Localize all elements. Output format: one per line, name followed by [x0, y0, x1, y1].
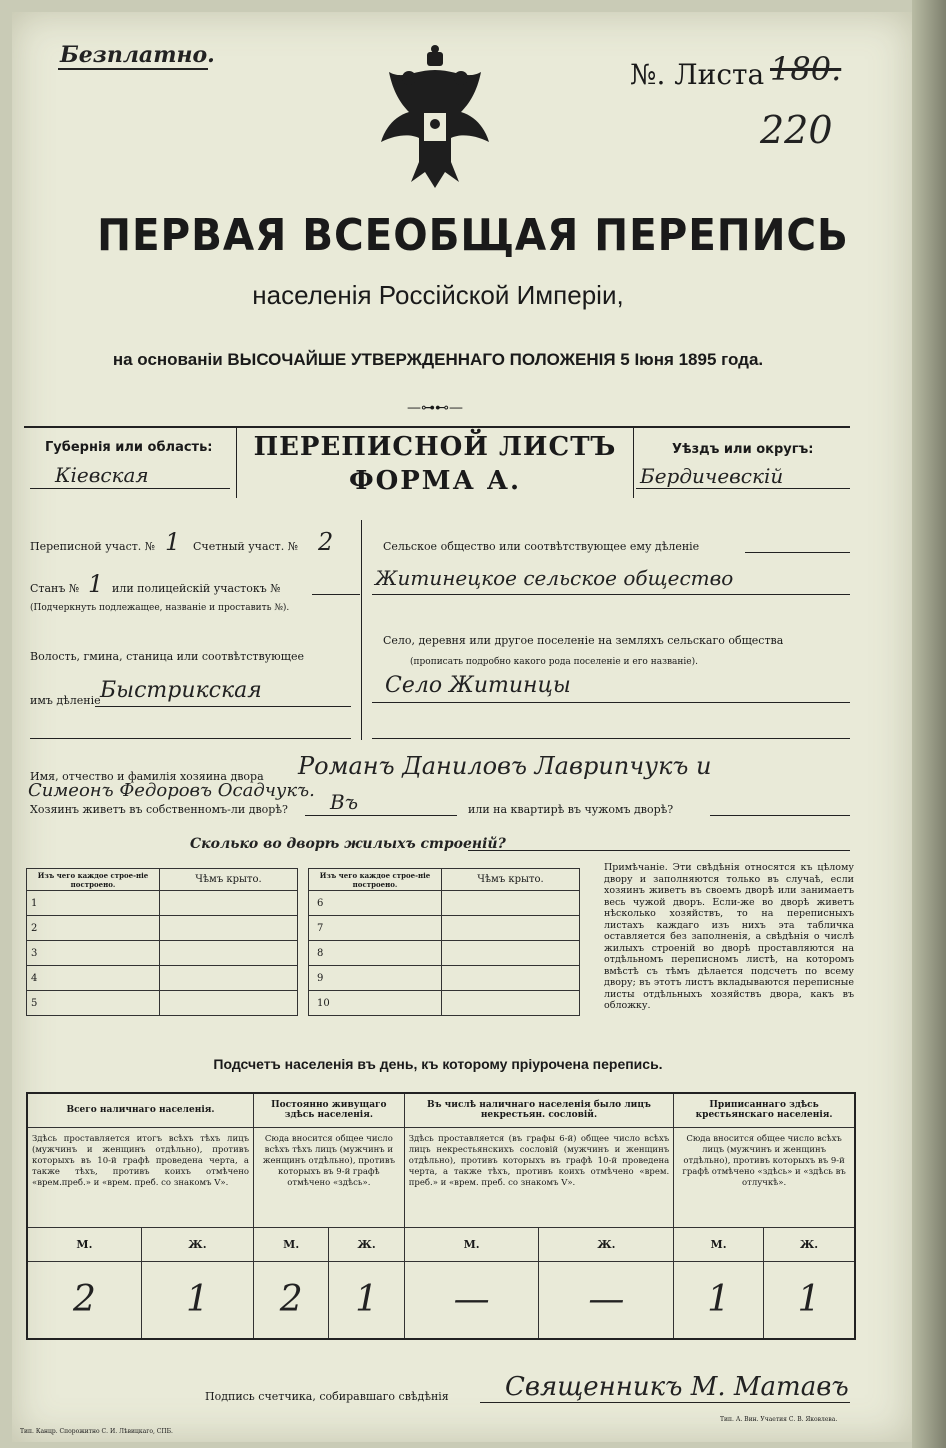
- count-female-value: 1: [763, 1261, 855, 1339]
- police-underline: [312, 594, 360, 595]
- main-title: ПЕРВАЯ ВСЕОБЩАЯ ПЕРЕПИСЬ: [97, 210, 849, 261]
- count-male-value: 2: [27, 1261, 141, 1339]
- volost-label: Волость, гмина, станица или соотвѣтствующее: [30, 650, 304, 663]
- count-male-value: —: [404, 1261, 539, 1339]
- buildings-table-left: [26, 868, 298, 1016]
- building-row-number: 3: [27, 941, 160, 966]
- count-female-value: —: [539, 1261, 674, 1339]
- village-underline-2: [372, 738, 850, 739]
- owner-lives-underline: [305, 815, 457, 816]
- form-letter: ФОРМА А.: [348, 466, 522, 496]
- form-header-divider-right: [633, 426, 634, 498]
- count-col-head: Постоянно живущаго здѣсь населенія.: [254, 1093, 405, 1127]
- female-header: Ж.: [329, 1227, 404, 1261]
- signature-underline: [480, 1402, 850, 1403]
- male-header: М.: [27, 1227, 141, 1261]
- count-female-value: 1: [141, 1261, 253, 1339]
- form-title: ПЕРЕПИСНОЙ ЛИСТЪ: [253, 432, 617, 462]
- printer-left: Тип. Канцр. Спорожитно С. И. Лѣвицкаго, СПБ.: [20, 1428, 173, 1435]
- district-underline: [636, 488, 850, 489]
- building-row-number: 5: [27, 991, 160, 1016]
- volost-underline: [95, 706, 351, 707]
- society-underline-1: [745, 552, 850, 553]
- village-underline-1: [372, 702, 850, 703]
- volost-underline-2: [30, 738, 351, 739]
- volost-value: Быстрикская: [100, 678, 262, 703]
- district-value: Бердичевскій: [640, 464, 784, 488]
- sheet-number-new: 220: [760, 108, 833, 152]
- count-col-desc: Сюда вносится общее число всѣхъ лицъ (мужчинъ и женщинъ отдѣльно), противъ которыхъ въ 9-й графѣ отмѣчено «здѣсь» и «здѣсь въ отлучкѣ».: [674, 1127, 855, 1227]
- col-what-header: Изъ чего каждое строе-ніе построено.: [27, 869, 160, 891]
- village-instruction: (прописать подробно какого рода поселеніе и его названіе).: [410, 657, 698, 667]
- village-value: Село Житинцы: [385, 673, 571, 698]
- building-row-number: 7: [309, 916, 442, 941]
- building-row-number: 4: [27, 966, 160, 991]
- count-table-title: Подсчетъ населенія въ день, къ которому пріурочена перепись.: [213, 1056, 663, 1072]
- male-header: М.: [254, 1227, 329, 1261]
- male-header: М.: [404, 1227, 539, 1261]
- form-header-divider-left: [236, 426, 237, 498]
- count-male-value: 1: [674, 1261, 764, 1339]
- building-row-number: 8: [309, 941, 442, 966]
- society-underline-2: [372, 594, 850, 595]
- census-area-label: Переписной участ. №: [30, 540, 156, 553]
- building-row-number: 1: [27, 891, 160, 916]
- count-col-head: Въ числѣ наличнаго населенія было лицъ некрестьян. сословій.: [404, 1093, 673, 1127]
- free-label: Безплатно.: [60, 42, 215, 68]
- province-label: Губернія или область:: [45, 440, 213, 455]
- count-col-head: Приписаннаго здѣсь крестьянскаго населенія.: [674, 1093, 855, 1127]
- col-roof-header: Чѣмъ крыто.: [160, 869, 298, 891]
- sub-title: населенія Россійской Имперіи,: [252, 280, 624, 310]
- count-male-value: 2: [254, 1261, 329, 1339]
- building-row-number: 10: [309, 991, 442, 1016]
- col-what-header: Изъ чего каждое строе-ніе построено.: [309, 869, 442, 891]
- buildings-table-right: [308, 868, 580, 1016]
- count-area-value: 2: [318, 528, 334, 556]
- signature-value: Священникъ М. Матавъ: [505, 1372, 849, 1402]
- count-col-desc: Здѣсь проставляется итогъ всѣхъ тѣхъ лицъ (мужчинъ и женщинъ отдѣльно), противъ которыхъ въ 10-й графѣ проведена черта, а также тѣхъ, противъ коихъ отмѣчено «врем.преб.» и «врем. преб. со знакомъ V».: [27, 1127, 254, 1227]
- ornament-divider: —⊶⊷—: [407, 400, 463, 416]
- form-header-top-rule: [24, 426, 850, 428]
- owner-lives-value: Въ: [330, 790, 359, 814]
- building-row-number: 6: [309, 891, 442, 916]
- volost-label-2: имъ дѣленіе: [30, 694, 101, 707]
- owner-name-value: Романъ Даниловъ Лаврипчукъ и: [298, 752, 712, 780]
- owner-name-label: Имя, отчество и фамилія хозяина двора: [30, 770, 264, 783]
- society-value: Житинецкое сельское общество: [375, 566, 734, 590]
- owner-name-value-2: Симеонъ Федоровъ Осадчукъ.: [28, 780, 315, 801]
- double-headed-eagle-emblem: [375, 42, 495, 192]
- owner-other-label: или на квартирѣ въ чужомъ дворѣ?: [468, 803, 674, 816]
- count-col-head: Всего наличнаго населенія.: [27, 1093, 254, 1127]
- buildings-question: Сколько во дворѣ жилыхъ строеній?: [190, 836, 506, 852]
- legal-basis: на основаніи ВЫСОЧАЙШЕ УТВЕРЖДЕННАГО ПОЛОЖЕНІЯ 5 Іюня 1895 года.: [112, 350, 764, 369]
- census-area-value: 1: [165, 528, 181, 556]
- count-col-desc: Здѣсь проставляется (въ графы 6-й) общее число всѣхъ лицъ некрестьянскихъ сословій (мужчинъ и женщинъ отдѣльно), противъ которыхъ въ графѣ 10-й проведена черта, а также тѣхъ, противъ коихъ отмѣчено «врем. преб.» и «врем. преб. со знакомъ V».: [404, 1127, 673, 1227]
- owner-other-underline: [710, 815, 850, 816]
- signature-label: Подпись счетчика, собиравшаго свѣдѣнія: [205, 1390, 449, 1403]
- owner-lives-label: Хозяинъ живетъ въ собственномъ-ли дворѣ?: [30, 803, 288, 816]
- province-value: Кіевская: [55, 463, 149, 487]
- sheet-number-label: №. Листа: [630, 58, 765, 91]
- police-label: или полицейскій участокъ №: [112, 582, 281, 595]
- free-underline: [58, 68, 208, 70]
- stan-value: 1: [88, 570, 104, 598]
- fields-divider: [361, 520, 362, 740]
- underline-instruction: (Подчеркнуть подлежащее, названіе и проставить №).: [30, 603, 290, 613]
- count-col-desc: Сюда вносится общее число всѣхъ тѣхъ лицъ (мужчинъ и женщинъ отдѣльно), противъ которыхъ въ 9-й графѣ отмѣчено «здѣсь».: [254, 1127, 405, 1227]
- buildings-question-underline: [468, 850, 850, 851]
- col-roof-header: Чѣмъ крыто.: [442, 869, 580, 891]
- female-header: Ж.: [539, 1227, 674, 1261]
- buildings-note: Примѣчаніе. Эти свѣдѣнія относятся къ цѣлому двору и заполняются только въ случаѣ, если хозяинъ живетъ въ своемъ дворѣ или занимаетъ весь чужой дворъ. Если-же во дворѣ живетъ нѣсколько хозяйствъ, то на переписныхъ листахъ каждаго изъ нихъ эта табличка оставляется без заполненія, а свѣдѣнія о числѣ жилыхъ строеній во дворѣ проставляются на отдѣльномъ переписномъ листѣ, на которомъ вмѣстѣ съ тѣмъ дѣлается подсчетъ по всему двору; въ этотъ листъ вкладываются переписные листы отдѣльныхъ хозяйствъ двора, какъ въ обложку.: [604, 862, 854, 1011]
- sheet-number-struck: 180.: [770, 50, 842, 88]
- building-row-number: 9: [309, 966, 442, 991]
- page-edge: [912, 0, 946, 1448]
- printer-right: Тип. А. Вин. Учаетия С. В. Яковлева.: [720, 1416, 838, 1423]
- building-row-number: 2: [27, 916, 160, 941]
- society-label: Сельское общество или соотвѣтствующее ему дѣленіе: [383, 540, 700, 553]
- district-label: Уѣздъ или округъ:: [672, 442, 814, 457]
- count-female-value: 1: [329, 1261, 404, 1339]
- female-header: Ж.: [763, 1227, 855, 1261]
- count-area-label: Счетный участ. №: [193, 540, 299, 553]
- count-table: [26, 1092, 856, 1340]
- stan-label: Станъ №: [30, 582, 80, 595]
- province-underline: [30, 488, 230, 489]
- female-header: Ж.: [141, 1227, 253, 1261]
- village-label: Село, деревня или другое поселеніе на земляхъ сельскаго общества: [383, 634, 784, 647]
- male-header: М.: [674, 1227, 764, 1261]
